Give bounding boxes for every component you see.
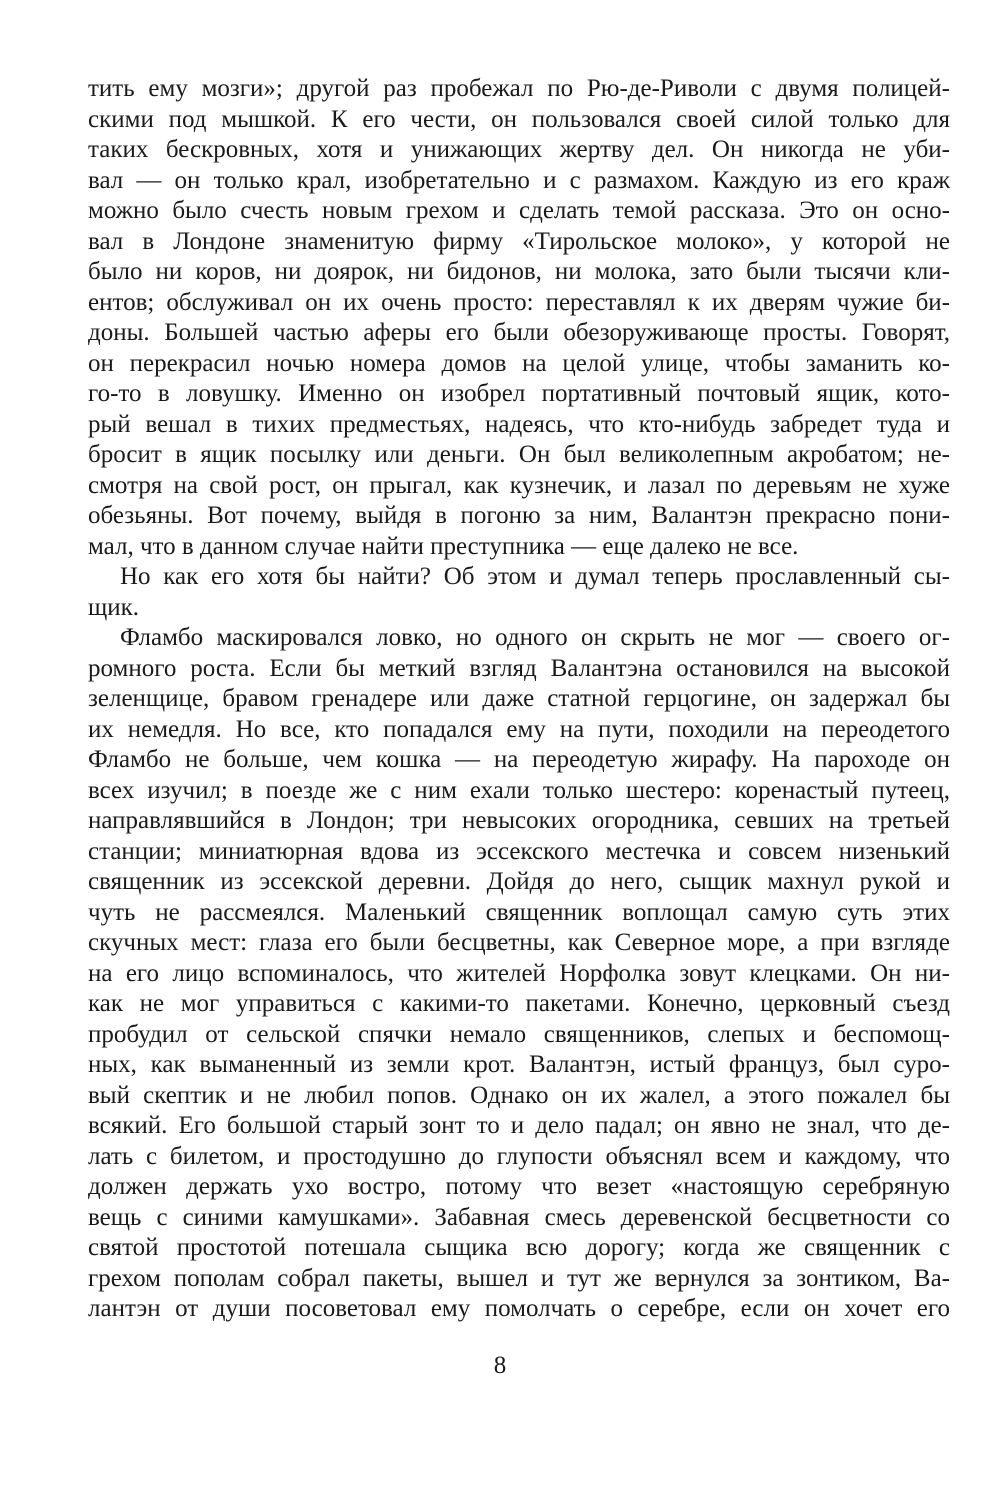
text-line: вал — он только крал, изобретательно и с размахом. Каждую из его краж	[88, 166, 950, 194]
page-number: 8	[493, 1352, 507, 1379]
text-line: смотря на свой рост, он прыгал, как кузнечик, и лазал по деревьям не хуже	[88, 471, 950, 499]
text-line: их немедля. Но все, кто попадался ему на пути, походили на переодетого	[88, 715, 950, 743]
text-line: обезьяны. Вот почему, выйдя в погоню за ним, Валантэн прекрасно пони-	[88, 502, 950, 529]
text-line: лать с билетом, и простодушно до глупости объяснял всем и каждому, что	[88, 1142, 950, 1170]
text-line: он перекрасил ночью номера домов на целой улице, чтобы заманить ко-	[88, 349, 950, 377]
text-line: Фламбо не больше, чем кошка — на переодетую жирафу. На пароходе он	[88, 746, 950, 773]
text-line: вал в Лондоне знаменитую фирму «Тирольское молоко», у которой не	[88, 227, 950, 255]
text-line: таких бескровных, хотя и унижающих жертву дел. Он никогда не уби-	[88, 136, 950, 163]
text-line: пробудил от сельской спячки немало священников, слепых и беспомощ-	[88, 1020, 950, 1048]
text-line: рый вешал в тихих предместьях, надеясь, что кто-нибудь забредет туда и	[88, 410, 950, 438]
text-line: вещь с синими камушками». Забавная смесь деревенской бесцветности со	[88, 1203, 950, 1231]
text-line: Фламбо маскировался ловко, но одного он скрыть не мог — своего ог-	[120, 624, 950, 651]
text-line: должен держать ухо востро, потому что везет «настоящую серебряную	[88, 1173, 950, 1200]
text-line: доны. Большей частью аферы его были обезоруживающе просты. Говорят,	[88, 319, 950, 346]
text-line: го-то в ловушку. Именно он изобрел портативный почтовый ящик, кото-	[88, 380, 950, 407]
text-line: тить ему мозги»; другой раз пробежал по Рю-де-Риволи с двумя полицей-	[88, 75, 950, 102]
text-line: священник из эссекской деревни. Дойдя до него, сыщик махнул рукой и	[88, 868, 950, 895]
text-line: скими под мышкой. К его чести, он пользовался своей силой только для	[88, 105, 950, 133]
text-line: бросит в ящик посылку или деньги. Он был великолепным акробатом; не-	[88, 441, 950, 468]
text-line: как не мог управиться с какими-то пакетами. Конечно, церковный съезд	[88, 990, 950, 1017]
text-line: на его лицо вспоминалось, что жителей Норфолка зовут клецками. Он ни-	[88, 959, 950, 987]
text-line: ных, как выманенный из земли крот. Валантэн, истый француз, был суро-	[88, 1051, 950, 1078]
text-line: можно было счесть новым грехом и сделать темой рассказа. Это он осно-	[88, 197, 950, 224]
text-line: мал, что в данном случае найти преступника — еще далеко не все.	[88, 532, 799, 560]
text-line: всякий. Его большой старый зонт то и дело падал; он явно не знал, что де-	[88, 1112, 950, 1139]
text-line: зеленщице, бравом гренадере или даже статной герцогине, он задержал бы	[88, 685, 950, 712]
page-body-text	[88, 74, 950, 1325]
text-line: ентов; обслуживал он их очень просто: переставлял к их дверям чужие би-	[88, 288, 950, 316]
text-line: вый скептик и не любил попов. Однако он их жалел, а этого пожалел бы	[88, 1081, 950, 1109]
text-line: Но как его хотя бы найти? Об этом и думал теперь прославленный сы-	[120, 563, 950, 590]
text-line: было ни коров, ни доярок, ни бидонов, ни молока, зато были тысячи кли-	[88, 258, 950, 285]
text-line: щик.	[88, 593, 140, 621]
text-line: чуть не рассмеялся. Маленький священник воплощал самую суть этих	[88, 898, 950, 926]
text-line: грехом пополам собрал пакеты, вышел и тут же вернулся за зонтиком, Ва-	[88, 1264, 950, 1292]
text-line: лантэн от души посоветовал ему помолчать о серебре, если он хочет его	[88, 1295, 950, 1322]
text-line: направлявшийся в Лондон; три невысоких огородника, севших на третьей	[88, 807, 950, 834]
text-line: святой простотой потешала сыщика всю дорогу; когда же священник с	[88, 1234, 950, 1261]
text-line: всех изучил; в поезде же с ним ехали только шестеро: коренастый путеец,	[88, 776, 950, 804]
text-line: ромного роста. Если бы меткий взгляд Валантэна остановился на высокой	[88, 654, 950, 682]
text-line: станции; миниатюрная вдова из эссекского местечка и совсем низенький	[88, 837, 950, 865]
text-line: скучных мест: глаза его были бесцветны, как Северное море, а при взгляде	[88, 929, 950, 956]
